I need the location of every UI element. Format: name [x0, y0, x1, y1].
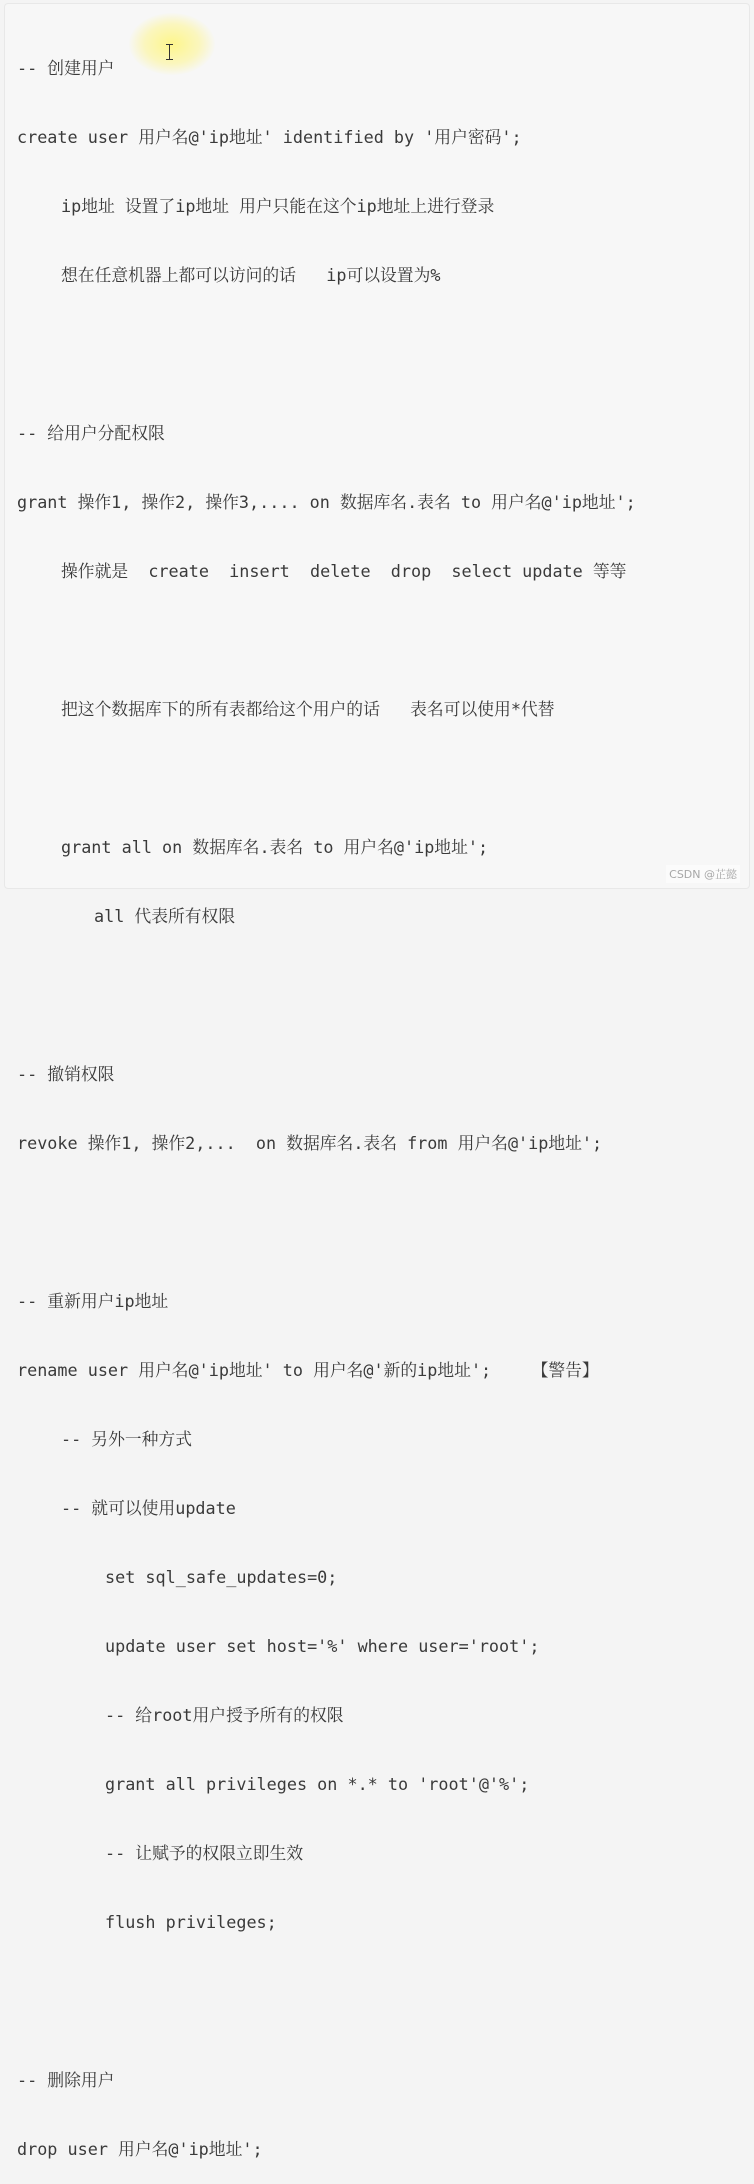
- grant-note-all-tables: 把这个数据库下的所有表都给这个用户的话 表名可以使用*代替: [61, 699, 555, 719]
- rename-heading: -- 重新用户ip地址: [17, 1291, 169, 1311]
- create-user-heading: -- 创建用户: [17, 58, 115, 78]
- flush-comment: -- 让赋予的权限立即生效: [105, 1843, 304, 1863]
- code-document: [17, 14, 636, 2184]
- blank-line: [17, 764, 636, 793]
- rename-alt-heading: -- 另外一种方式: [61, 1429, 192, 1449]
- grant-privileges-code: grant all privileges on *.* to 'root'@'%';: [105, 1774, 530, 1794]
- create-user-note-ip: ip地址 设置了ip地址 用户只能在这个ip地址上进行登录: [61, 196, 495, 216]
- safe-updates-code: set sql_safe_updates=0;: [105, 1567, 338, 1587]
- flush-privileges-code: flush privileges;: [105, 1912, 277, 1932]
- grant-note-operations: 操作就是 create insert delete drop select update 等等: [61, 561, 627, 581]
- create-user-note-wildcard: 想在任意机器上都可以访问的话 ip可以设置为%: [61, 265, 441, 285]
- revoke-heading: -- 撤销权限: [17, 1064, 115, 1084]
- grant-statement: grant 操作1, 操作2, 操作3,.... on 数据库名.表名 to 用户名@'ip地址';: [17, 492, 636, 512]
- grant-all-example: grant all on 数据库名.表名 to 用户名@'ip地址';: [61, 837, 489, 857]
- drop-heading: -- 删除用户: [17, 2070, 115, 2090]
- grant-heading: -- 给用户分配权限: [17, 423, 165, 443]
- blank-line: [17, 971, 636, 1000]
- blank-line: [17, 1198, 636, 1227]
- rename-update-heading: -- 就可以使用update: [61, 1498, 236, 1518]
- grant-all-meaning: all 代表所有权限: [94, 906, 236, 926]
- csdn-watermark: CSDN @芷懿: [666, 865, 740, 883]
- drop-statement: drop user 用户名@'ip地址';: [17, 2139, 263, 2159]
- update-host-code: update user set host='%' where user='root';: [105, 1636, 540, 1656]
- blank-line: [17, 1977, 636, 2006]
- revoke-statement: revoke 操作1, 操作2,... on 数据库名.表名 from 用户名@'ip地址';: [17, 1133, 603, 1153]
- create-user-statement: create user 用户名@'ip地址' identified by '用户密码';: [17, 127, 522, 147]
- rename-statement: rename user 用户名@'ip地址' to 用户名@'新的ip地址'; 【警告】: [17, 1360, 599, 1380]
- blank-line: [17, 330, 636, 359]
- blank-line: [17, 626, 636, 655]
- grant-root-comment: -- 给root用户授予所有的权限: [105, 1705, 344, 1725]
